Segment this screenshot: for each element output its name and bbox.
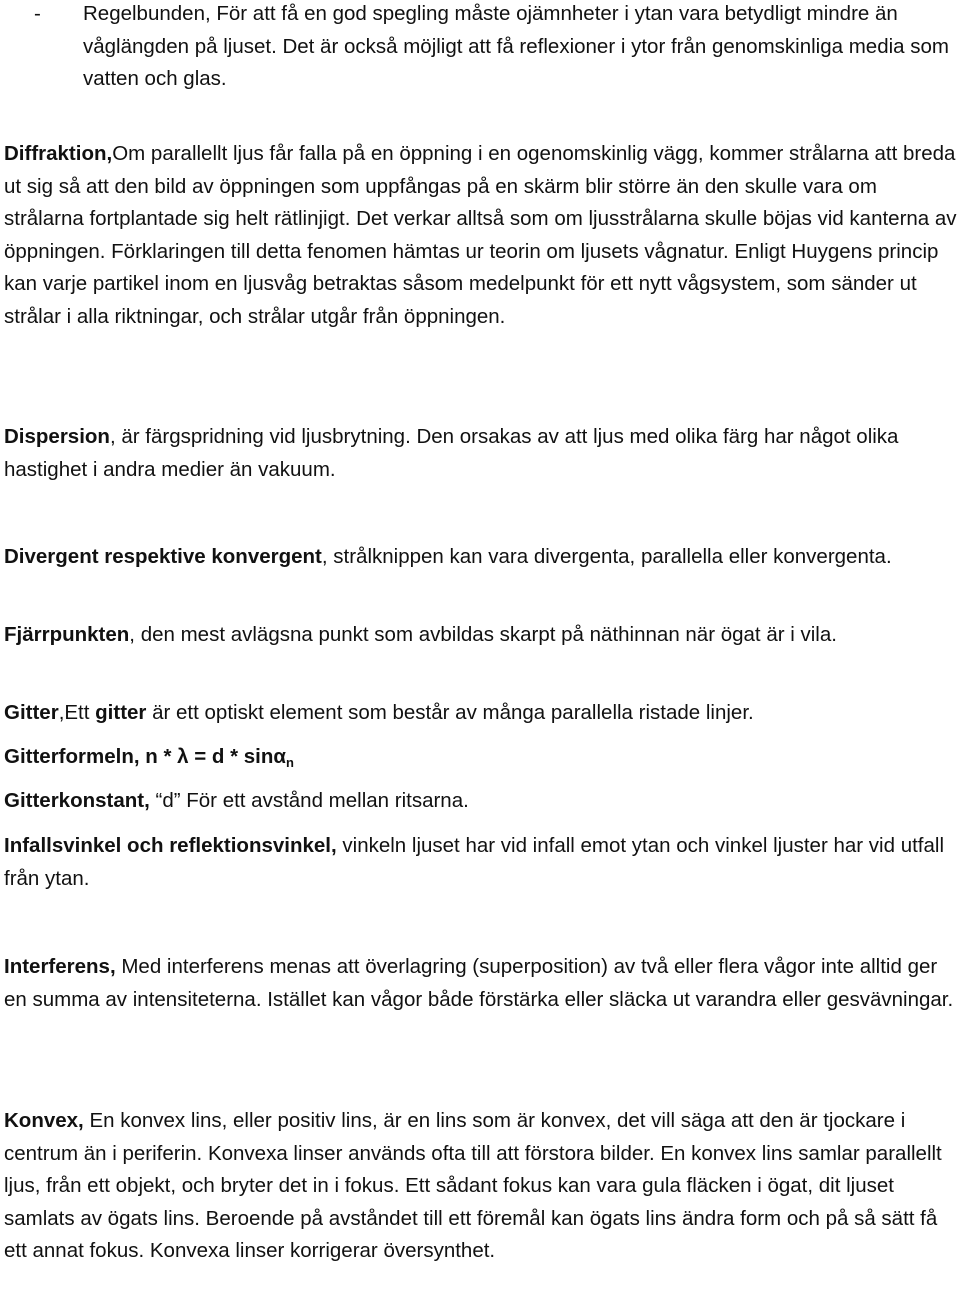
fjarrpunkten-term: Fjärrpunkten: [4, 623, 130, 646]
gitter-text-a: ,Ett: [58, 701, 96, 724]
dispersion-text: , är färgspridning vid ljusbrytning. Den orsakas av att ljus med olika färg har något olika hastighet i andra medier än vakuum.: [4, 425, 899, 481]
dispersion-paragraph: [4, 421, 958, 486]
divergent-term: Divergent respektive konvergent: [4, 545, 322, 568]
konvex-term: Konvex,: [4, 1109, 84, 1132]
gitterformeln-subscript: n: [286, 755, 294, 770]
infallsvinkel-text: vinkeln ljuset har vid infall emot ytan och vinkel ljuster har vid utfall från ytan.: [4, 834, 944, 890]
divergent-paragraph: [4, 541, 958, 574]
konvex-paragraph: [4, 1105, 958, 1268]
gitterformeln-formula: Gitterformeln, n * λ = d * sinα: [4, 745, 287, 768]
gitter-term-inline: gitter: [95, 701, 147, 724]
fjarrpunkten-paragraph: [4, 619, 958, 652]
divergent-text: , strålknippen kan vara divergenta, parallella eller konvergenta.: [321, 545, 892, 568]
interferens-text: Med interferens menas att överlagring (superposition) av två eller flera vågor inte alltid ger en summa av intensiteterna. Istället kan vågor både förstärka eller släcka ut varandra eller gesvävningar.: [4, 955, 954, 1011]
list-dash: -: [34, 2, 41, 25]
diffraktion-term: Diffraktion,: [4, 142, 113, 165]
gitter-term: Gitter: [4, 701, 59, 724]
fjarrpunkten-text: , den mest avlägsna punkt som avbildas skarpt på näthinnan när ögat är i vila.: [129, 623, 837, 646]
dispersion-term: Dispersion: [4, 425, 110, 448]
infallsvinkel-term: Infallsvinkel och reflektionsvinkel,: [4, 834, 337, 857]
interferens-paragraph: [4, 951, 958, 1016]
diffraktion-text: Om parallellt ljus får falla på en öppning i en ogenomskinlig vägg, kommer strålarna att breda ut sig så att den bild av öppningen som uppfångas på en skärm blir större än den skulle vara om strålarna fortplantade sig helt rätlinjigt. Det verkar alltså som om ljusstrålarna skulle böjas vid kanterna av öppningen. Förklaringen till detta fenomen hämtas ur teorin om ljusets vågnatur. Enligt Huygens princip kan varje partikel inom en ljusvåg betraktas såsom medelpunkt för ett nytt vågsystem, som sänder ut strålar i alla riktningar, och strålar utgår från öppningen.: [4, 142, 957, 328]
gitter-paragraph: [4, 697, 958, 730]
gitterkonstant-term: Gitterkonstant,: [4, 789, 150, 812]
gitter-text-b: är ett optiskt element som består av många parallella ristade linjer.: [146, 701, 754, 724]
interferens-term: Interferens,: [4, 955, 116, 978]
konvex-text: En konvex lins, eller positiv lins, är en lins som är konvex, det vill säga att den är tjockare i centrum än i periferin. Konvexa linser används ofta till att förstora bilder. En konvex lins samlar parallellt ljus, från ett objekt, och bryter det in i fokus. Ett sådant fokus kan vara gula fläcken i ögat, dit ljuset samlats av ögats lins. Beroende på avståndet till ett föremål kan ögats lins ändra form och på så sätt få ett annat fokus. Konvexa linser korrigerar översynthet.: [4, 1109, 942, 1262]
infallsvinkel-paragraph: [4, 830, 958, 895]
regelbunden-text: Regelbunden, För att få en god spegling måste ojämnheter i ytan vara betydligt mindre än våglängden på ljuset. Det är också möjligt att få reflexioner i ytor från genomskinliga media som vatten och glas.: [83, 2, 949, 90]
gitterformeln-paragraph: [4, 741, 958, 774]
gitterkonstant-text: “d” För ett avstånd mellan ritsarna.: [149, 789, 469, 812]
gitterkonstant-paragraph: [4, 785, 958, 818]
diffraktion-paragraph: [4, 138, 958, 333]
